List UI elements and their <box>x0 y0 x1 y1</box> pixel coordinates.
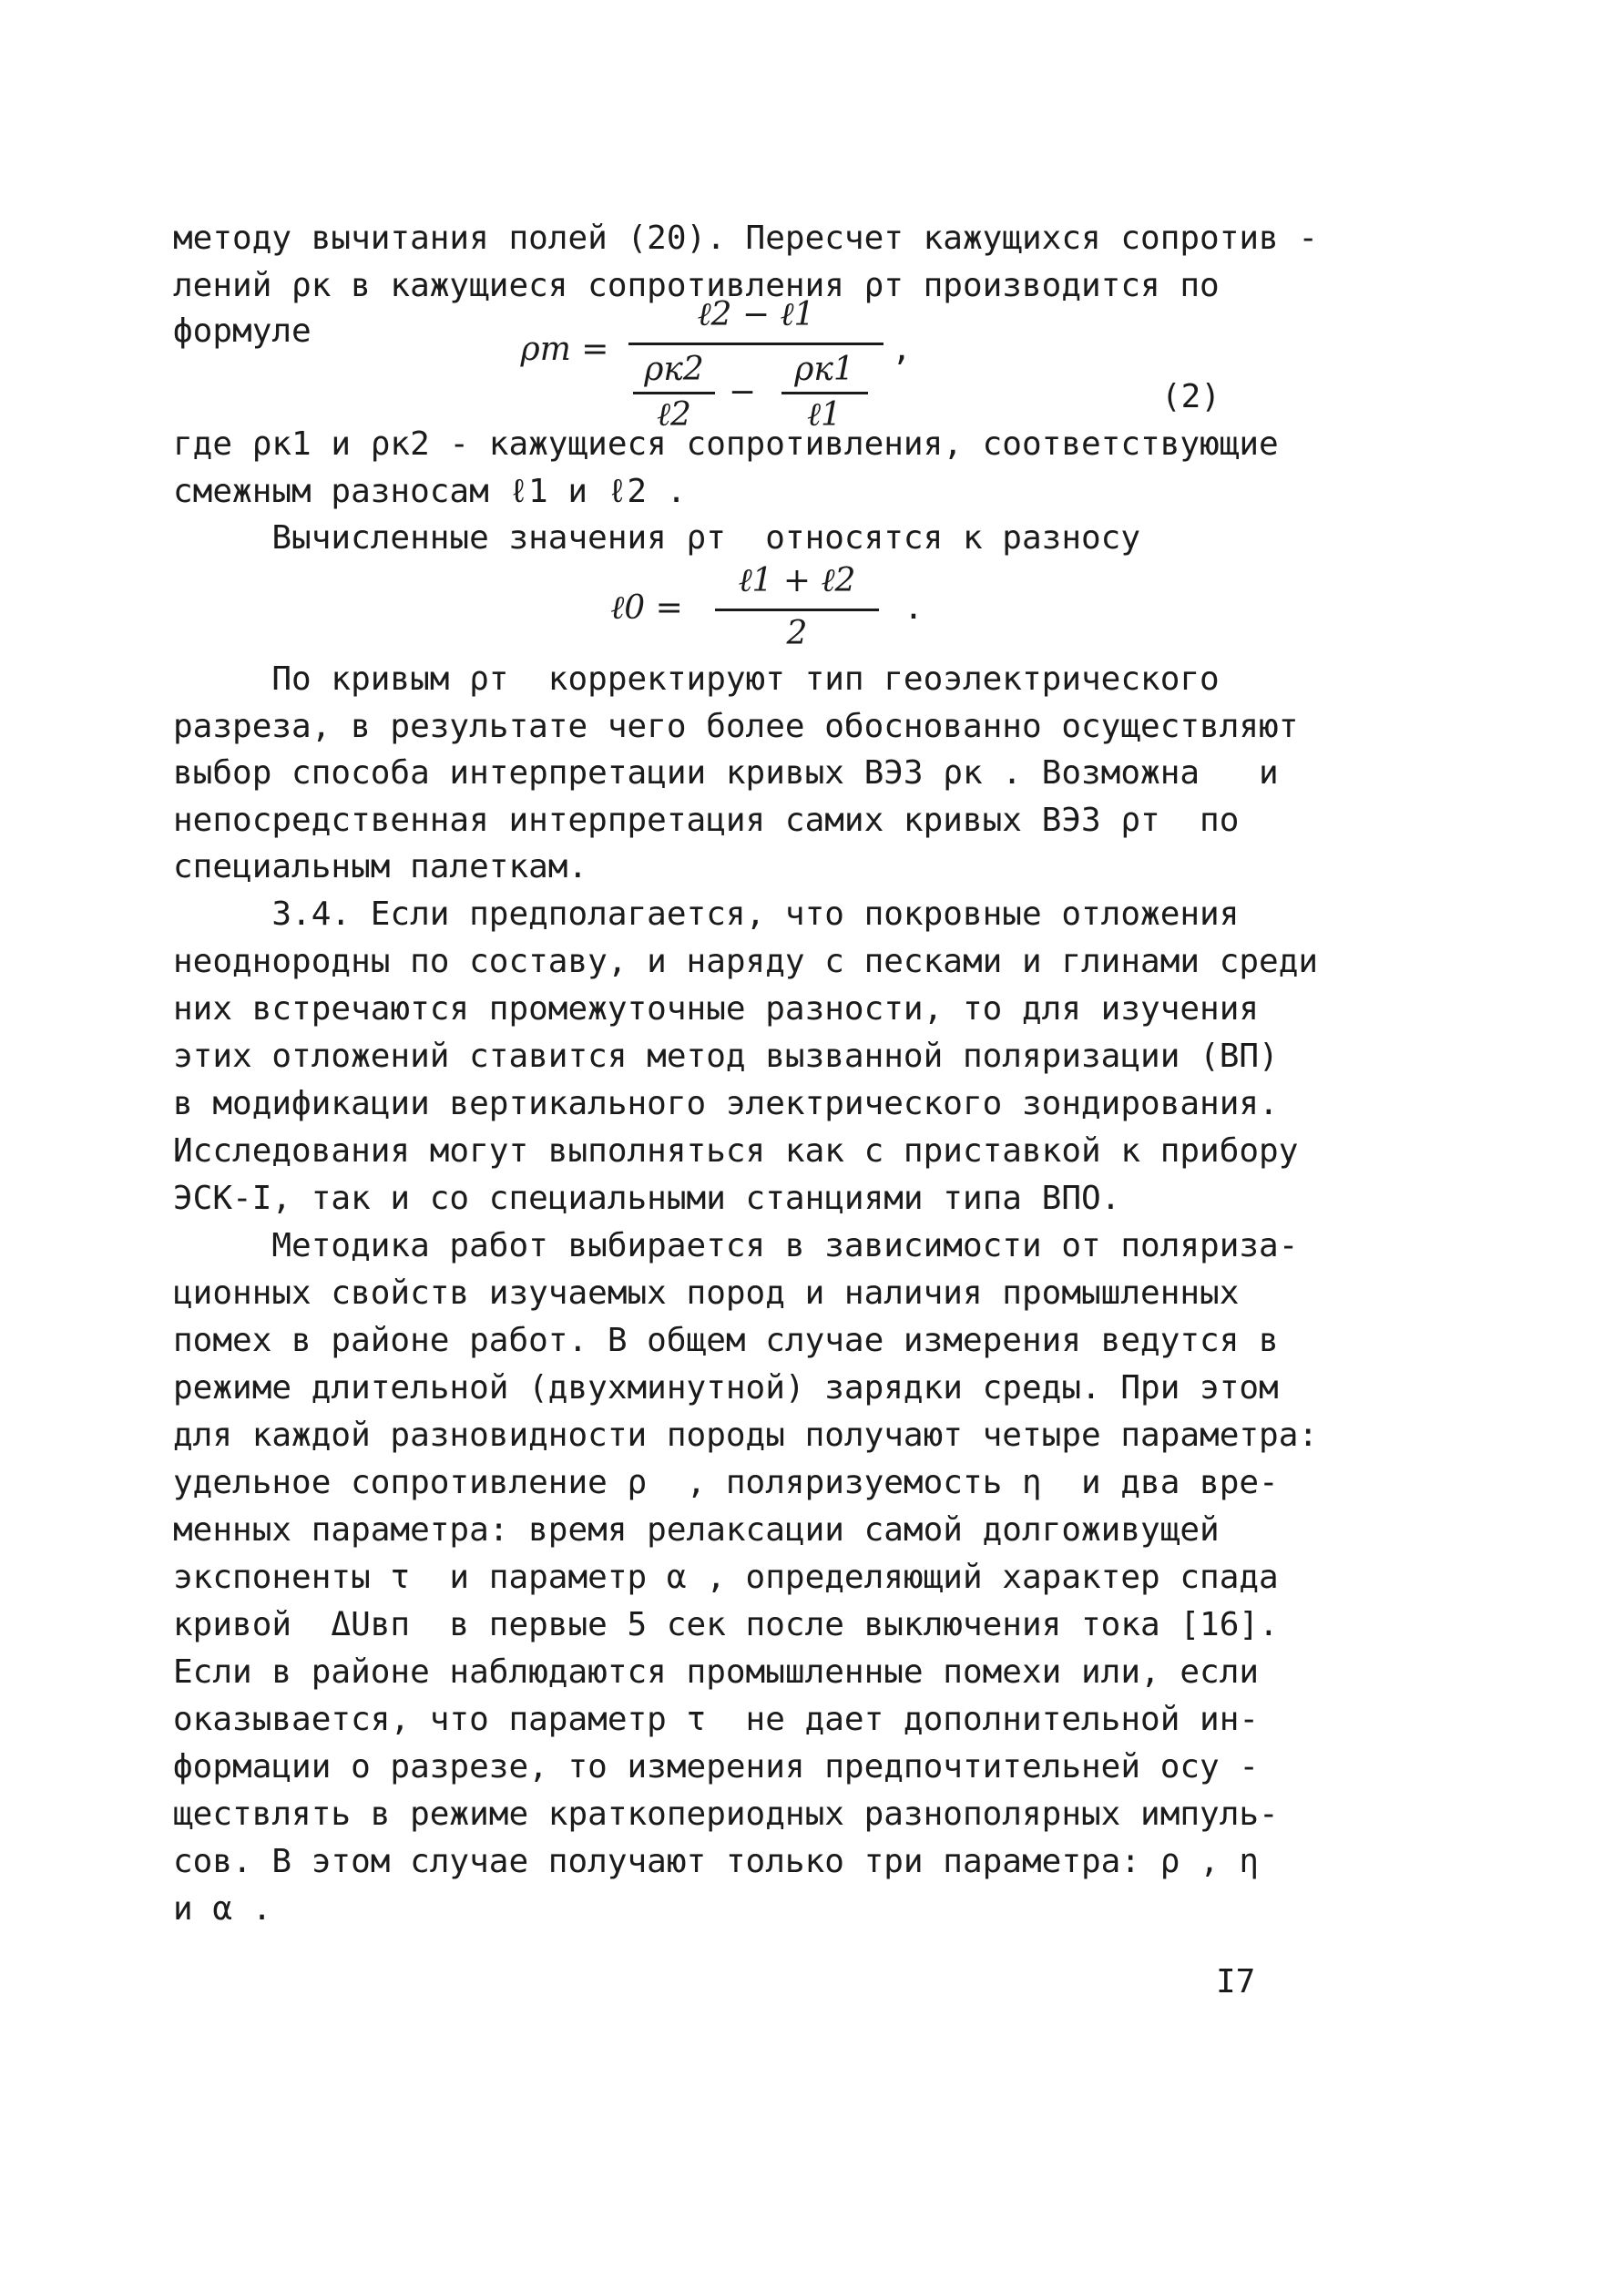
text-line: кривой ΔUвп в первые 5 сек после выключения тока [16]. <box>173 1606 1279 1643</box>
text-line: формации о разрезе, то измерения предпочтительней осу - <box>173 1748 1260 1786</box>
text-line: помех в районе работ. В общем случае измерения ведутся в <box>173 1322 1279 1359</box>
text-line: Вычисленные значения ρт относятся к разносу <box>173 519 1141 557</box>
formula-2-den-right-num: ρк1 <box>794 351 854 388</box>
text-line: Методика работ выбирается в зависимости от поляриза- <box>173 1227 1299 1264</box>
text-line: ЭСК-I, так и со специальными станциями типа ВПО. <box>173 1180 1121 1217</box>
page-number: I7 <box>1216 1963 1256 2000</box>
text-line: смежным разносам ℓ1 и ℓ2 . <box>173 473 687 510</box>
text-line: выбор способа интерпретации кривых ВЭЗ ρк . Возможна и <box>173 754 1279 792</box>
text-line: Если в районе наблюдаются промышленные помехи или, если <box>173 1653 1260 1691</box>
text-line: для каждой разновидности породы получают четыре параметра: <box>173 1417 1319 1454</box>
text-line: непосредственная интерпретация самих кривых ВЭЗ ρт по <box>173 802 1240 839</box>
text-line: методу вычитания полей (20). Пересчет кажущихся сопротив - <box>173 220 1319 257</box>
text-line: сов. В этом случае получают только три параметра: ρ , η <box>173 1843 1260 1880</box>
formula-2-lhs: ρт = <box>520 331 609 368</box>
text-line: где ρк1 и ρк2 - кажущиеся сопротивления, соответствующие <box>173 425 1279 463</box>
formula-l0-denominator: 2 <box>786 615 808 652</box>
text-line: 3.4. Если предполагается, что покровные отложения <box>173 895 1240 933</box>
text-line: экспоненты τ и параметр α , определяющий характер спада <box>173 1559 1279 1596</box>
formula-l0-lhs: ℓ0 = <box>610 589 683 627</box>
text-line: этих отложений ставится метод вызванной поляризации (ВП) <box>173 1038 1279 1075</box>
formula-2-den-right-den: ℓ1 <box>807 396 842 434</box>
text-line: режиме длительной (двухминутной) зарядки среды. При этом <box>173 1369 1279 1407</box>
text-line: специальным палеткам. <box>173 848 588 885</box>
formula-l0-dot: . <box>904 589 924 627</box>
text-line: оказывается, что параметр τ не дает дополнительной ин- <box>173 1701 1260 1738</box>
formula-2-numerator: ℓ2 − ℓ1 <box>697 296 815 333</box>
text-line: неоднородны по составу, и наряду с песками и глинами среди <box>173 943 1319 980</box>
text-line: в модификации вертикального электрического зондирования. <box>173 1085 1279 1122</box>
formula-2-den-minus: − <box>728 373 757 411</box>
formula-2-den-left-den: ℓ2 <box>657 396 691 434</box>
text-line: них встречаются промежуточные разности, то для изучения <box>173 990 1260 1028</box>
text-line: Исследования могут выполняться как с приставкой к прибору <box>173 1132 1299 1170</box>
text-line: удельное сопротивление ρ , поляризуемость η и два вре- <box>173 1464 1279 1501</box>
text-line: По кривым ρт корректируют тип геоэлектрического <box>173 660 1220 698</box>
formula-2-den-left-num: ρк2 <box>644 351 704 388</box>
text-line: ществлять в режиме краткопериодных разнополярных импуль- <box>173 1796 1279 1833</box>
text-line: менных параметра: время релаксации самой долгоживущей <box>173 1511 1220 1549</box>
formula-2-comma: , <box>892 331 912 368</box>
text-line: разреза, в результате чего более обоснованно осуществляют <box>173 708 1299 745</box>
formula-2-main-bar <box>628 343 883 345</box>
formula-l0-numerator: ℓ1 + ℓ2 <box>738 562 856 599</box>
text-line: лений ρк в кажущиеся сопротивления ρт производится по <box>173 267 1220 304</box>
text-line: и α . <box>173 1890 272 1928</box>
equation-number: (2) <box>1161 378 1221 415</box>
text-line: формуле <box>173 312 312 350</box>
text-line: ционных свойств изучаемых пород и наличия промышленных <box>173 1274 1240 1312</box>
